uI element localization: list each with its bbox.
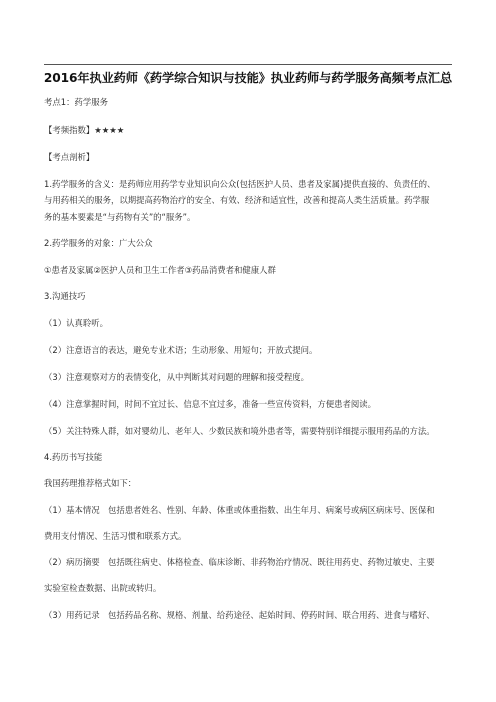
- topic-heading: 考点1：药学服务: [44, 97, 108, 107]
- frequency-index: 【考频指数】★★★★: [44, 125, 125, 135]
- list-item: （1）基本情况 包括患者姓名、性别、年龄、体重或体重指数、出生年月、病案号或病区病床号、医保和: [44, 505, 435, 515]
- list-item: （3）用药记录 包括药品名称、规格、剂量、给药途径、起始时间、停药时间、联合用药、进食与嗜好、: [44, 610, 435, 620]
- document-title: 2016年执业药师《药学综合知识与技能》执业药师与药学服务高频考点汇总: [43, 71, 453, 85]
- header-rule: [44, 64, 452, 65]
- analysis-heading: 【考点剖析】: [44, 152, 95, 162]
- list-item: （5）关注特殊人群，如对婴幼儿、老年人、少数民族和境外患者等，需要特别详细提示服用药品的方法。: [44, 426, 435, 436]
- paragraph-line: 与用药相关的服务，以期提高药物治疗的安全、有效、经济和适宜性，改善和提高人类生活质量。药学服: [44, 195, 430, 205]
- list-item: （2）病历摘要 包括既往病史、体格检查、临床诊断、非药物治疗情况、既往用药史、药物过敏史、主要: [44, 557, 435, 567]
- paragraph-line: 1.药学服务的含义：是药师应用药学专业知识向公众(包括医护人员、患者及家属)提供直接的、负责任的、: [44, 179, 436, 189]
- list-item-continued: 费用支付情况、生活习惯和联系方式。: [44, 531, 187, 541]
- section-heading: 3.沟通技巧: [44, 291, 86, 301]
- paragraph-line: 我国药理推荐格式如下：: [44, 478, 137, 488]
- list-item: （4）注意掌握时间，时间不宜过长、信息不宜过多，准备一些宣传资料，方便患者阅读。: [44, 399, 376, 409]
- list-line: ①患者及家属②医护人员和卫生工作者③药品消费者和健康人群: [44, 265, 276, 275]
- section-heading: 4.药历书写技能: [44, 452, 103, 462]
- section-heading: 2.药学服务的对象：广大公众: [44, 238, 153, 248]
- list-item: （2）注意语言的表达，避免专业术语；生动形象、用短句；开放式提问。: [44, 345, 318, 355]
- list-item: （1）认真聆听。: [44, 318, 108, 328]
- list-item: （3）注意观察对方的表情变化，从中判断其对问题的理解和接受程度。: [44, 372, 309, 382]
- list-item-continued: 实验室检查数据、出院或转归。: [44, 583, 162, 593]
- paragraph-line: 务的基本要素是“与药物有关”的“服务”。: [44, 212, 196, 222]
